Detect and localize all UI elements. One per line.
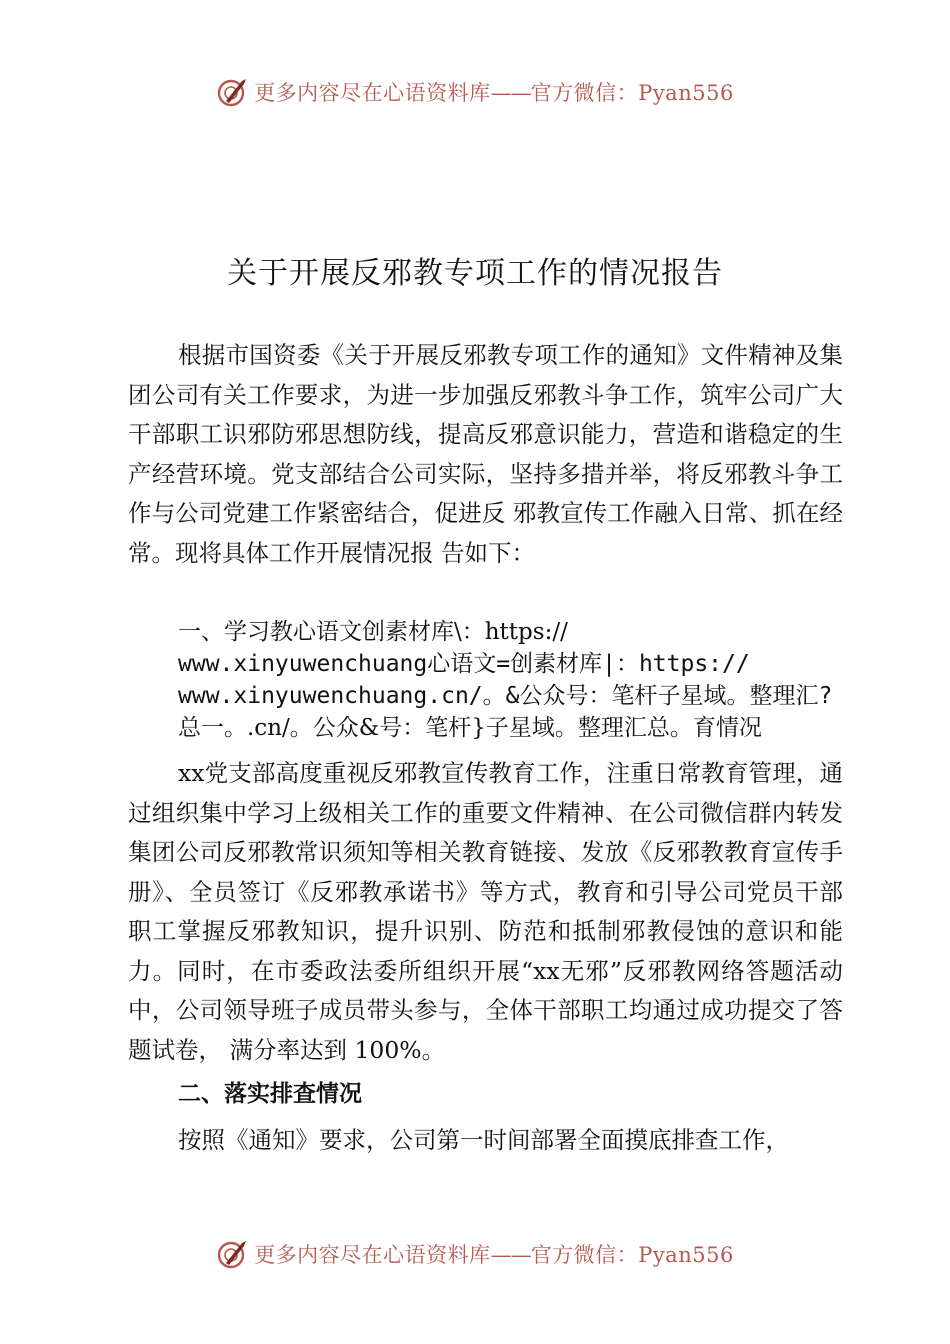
section1-line: www.xinyuwenchuang.cn/。&公众号：笔杆子星域。整理汇?	[178, 683, 833, 709]
document-title: 关于开展反邪教专项工作的情况报告	[227, 256, 723, 291]
section1-line: 总一。.cn/。公众&号：笔杆}子星域。整理汇总。育情况	[178, 715, 762, 741]
header-watermark	[0, 72, 950, 112]
section2-heading: 二、落实排查情况	[178, 1081, 362, 1107]
watermark-text: 更多内容尽在心语资料库——官方微信：Pyan556	[254, 1243, 734, 1267]
brush-logo-icon	[216, 1237, 250, 1271]
watermark-text: 更多内容尽在心语资料库——官方微信：Pyan556	[254, 81, 734, 105]
brush-logo-icon	[216, 75, 250, 109]
section1-line: 一、学习教心语文创素材库\：https://	[178, 619, 568, 645]
section1-line: www.xinyuwenchuang心语文=创素材库|：https://	[178, 651, 750, 677]
intro-paragraph: 根据市国资委《关于开展反邪教专项工作的通知》文件精神及集团公司有关工作要求，为进一步加强反邪教斗争工作，筑牢公司广大干部职工识邪防邪思想防线，提高反邪意识能力，营造和谐稳定的生产经营环境。党支部结合公司实际，坚持多措并举，将反邪教斗争工作与公司党建工作紧密结合，促进反 邪教宣传工作融入日常、抓在经常。现将具体工作开展情况报 告如下：	[128, 341, 843, 567]
footer-watermark	[0, 1234, 950, 1274]
section1-heading	[178, 616, 858, 744]
section2-paragraph: 按照《通知》要求，公司第一时间部署全面摸底排查工作，	[178, 1126, 789, 1154]
section1-paragraph: xx党支部高度重视反邪教宣传教育工作，注重日常教育管理，通过组织集中学习上级相关工作的重要文件精神、在公司微信群内转发集团公司反邪教常识须知等相关教育链接、发放《反邪教教育宣传手册》、全员签订《反邪教承诺书》等方式，教育和引导公司党员干部职工掌握反邪教知识，提升识别、防范和抵制邪教侵蚀的意识和能力。同时，在市委政法委所组织开展“xx无邪”反邪教网络答题活动中，公司领导班子成员带头参与，全体干部职工均通过成功提交了答题试卷， 满分率达到 100%。	[128, 759, 843, 1064]
